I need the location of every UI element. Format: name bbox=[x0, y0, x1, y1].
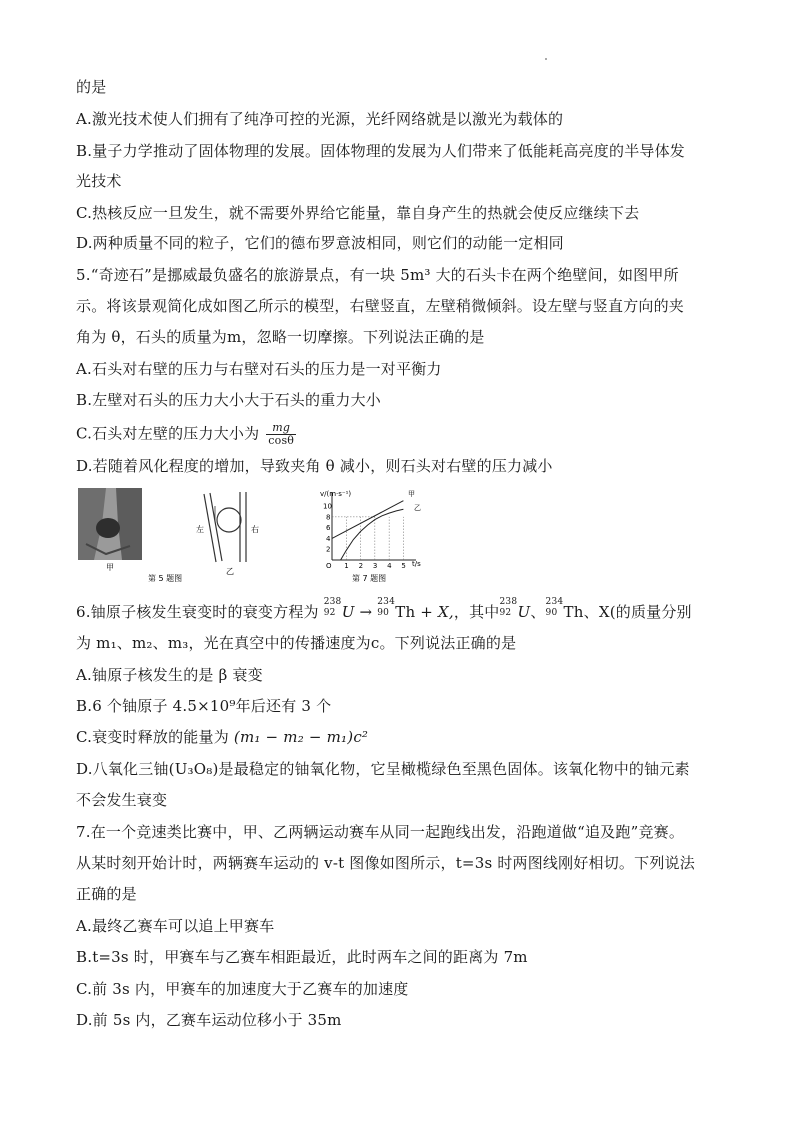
q6-stem-suffix: 、X(的质量分别 bbox=[583, 603, 692, 621]
q7-option-c: C.前 3s 内，甲赛车的加速度大于乙赛车的加速度 bbox=[76, 980, 409, 998]
q7-stem-line2: 从某时刻开始计时，两辆赛车运动的 v-t 图像如图所示，t=3s 时两图线刚好相切。下列说法 bbox=[76, 854, 695, 872]
q7-option-b: B.t=3s 时，甲赛车与乙赛车相距最近，此时两车之间的距离为 7m bbox=[76, 948, 528, 966]
q5-option-d: D.若随着风化程度的增加，导致夹角 θ 减小，则石头对右壁的压力减小 bbox=[76, 457, 553, 475]
label-right-wall: 右 bbox=[251, 525, 259, 534]
nuclide-u238: 238 92 U bbox=[323, 597, 355, 621]
chart-x-tick-label: 4 bbox=[387, 562, 392, 570]
label-jia: 甲 bbox=[106, 563, 114, 572]
q6-stem-line1 bbox=[76, 597, 692, 622]
q4-option-d: D.两种质量不同的粒子，它们的德布罗意波相同，则它们的动能一定相同 bbox=[76, 234, 564, 252]
q7-stem-line1: 7.在一个竞速类比赛中，甲、乙两辆运动赛车从同一起跑线出发，沿跑道做“追及跑”竞赛。 bbox=[76, 823, 685, 841]
q4-stem-tail: 的是 bbox=[76, 78, 107, 96]
chart-ylabel: v/(m·s⁻¹) bbox=[320, 490, 352, 498]
q5-option-c-prefix: C.石头对左壁的压力大小为 bbox=[76, 424, 260, 443]
q5-stem-line1: 5.“奇迹石”是挪威最负盛名的旅游景点，有一块 5m³ 大的石头卡在两个绝壁间，如图甲所 bbox=[76, 266, 679, 284]
photo-jia bbox=[78, 488, 142, 560]
chart-x-tick-label: 1 bbox=[344, 562, 349, 570]
q5-option-c bbox=[76, 422, 298, 447]
product-x: + X, bbox=[420, 603, 454, 621]
fraction-numerator: mg bbox=[266, 422, 296, 435]
nuclide-u238-ref: 238 92 U bbox=[499, 597, 531, 621]
figures-strip bbox=[76, 484, 456, 586]
chart-origin-label: O bbox=[326, 562, 332, 570]
arrow-icon: → bbox=[359, 603, 378, 621]
q6-sep: 、 bbox=[530, 603, 546, 621]
chart-y-tick-label: 6 bbox=[326, 524, 331, 533]
q7-option-d: D.前 5s 内，乙赛车运动位移小于 35m bbox=[76, 1011, 342, 1029]
q5-option-a: A.石头对右壁的压力与右壁对石头的压力是一对平衡力 bbox=[76, 360, 442, 378]
caption-q5: 第 5 题图 bbox=[148, 574, 183, 583]
q6-option-d-line1: D.八氧化三铀(U₃O₈)是最稳定的铀氧化物，它呈橄榄绿色至黑色固体。该氧化物中的铀元素 bbox=[76, 760, 690, 778]
q7-option-a: A.最终乙赛车可以追上甲赛车 bbox=[76, 917, 275, 935]
label-left-wall: 左 bbox=[196, 525, 204, 534]
q5-stem-line3: 角为 θ，石头的质量为m，忽略一切摩擦。下列说法正确的是 bbox=[76, 328, 485, 346]
q7-stem-line3: 正确的是 bbox=[76, 885, 137, 903]
chart-y-tick-label: 2 bbox=[326, 545, 331, 554]
chart-xlabel: t/s bbox=[412, 560, 421, 568]
q6-stem-prefix: 6.铀原子核发生衰变时的衰变方程为 bbox=[76, 603, 319, 621]
chart-y-tick-label: 4 bbox=[326, 534, 331, 543]
q6-stem-line2: 为 m₁、m₂、m₃，光在真空中的传播速度为c。下列说法正确的是 bbox=[76, 634, 517, 652]
nuclide-th234-ref: 234 90 Th bbox=[545, 597, 584, 621]
chart-y-tick-label: 10 bbox=[323, 502, 332, 511]
chart-y-tick-label: 8 bbox=[326, 513, 331, 522]
q6-option-c bbox=[76, 727, 368, 747]
nuclide-th234: 234 90 Th bbox=[377, 597, 416, 621]
chart-x-tick-label: 3 bbox=[372, 562, 378, 570]
q4-option-b-line2: 光技术 bbox=[76, 172, 122, 190]
chart-x-tick-label: 2 bbox=[358, 562, 364, 570]
q5-stem-line2: 示。将该景观简化成如图乙所示的模型，右壁竖直，左壁稍微倾斜。设左壁与竖直方向的夹 bbox=[76, 297, 685, 315]
q6-option-a: A.铀原子核发生的是 β 衰变 bbox=[76, 666, 263, 684]
q6-option-c-prefix: C.衰变时释放的能量为 bbox=[76, 728, 229, 746]
q4-option-b-line1: B.量子力学推动了固体物理的发展。固体物理的发展为人们带来了低能耗高亮度的半导体发 bbox=[76, 142, 685, 160]
q4-option-c: C.热核反应一旦发生，就不需要外界给它能量，靠自身产生的热就会使反应继续下去 bbox=[76, 204, 640, 222]
chart-x-tick-label: 5 bbox=[401, 562, 406, 570]
q5-option-c-fraction bbox=[266, 422, 296, 447]
q6-stem-middle: ，其中 bbox=[453, 603, 500, 621]
q6-option-d-line2: 不会发生衰变 bbox=[76, 791, 168, 809]
chart-series-line bbox=[332, 501, 403, 539]
chart-curve-label-jia: 甲 bbox=[408, 490, 415, 498]
label-yi: 乙 bbox=[226, 567, 234, 576]
q6-option-b: B.6 个铀原子 4.5×10⁹年后还有 3 个 bbox=[76, 697, 332, 715]
q6-option-c-expression: (m₁ − m₂ − m₁)c² bbox=[233, 728, 369, 746]
vt-chart bbox=[323, 492, 416, 570]
q5-option-b: B.左壁对石头的压力大小大于石头的重力大小 bbox=[76, 391, 381, 409]
scan-speck bbox=[545, 58, 547, 60]
chart-curve-label-yi: 乙 bbox=[414, 504, 421, 512]
diagram-yi bbox=[204, 492, 246, 562]
caption-q7: 第 7 题图 bbox=[352, 574, 387, 583]
q4-option-a: A.激光技术使人们拥有了纯净可控的光源，光纤网络就是以激光为载体的 bbox=[76, 110, 564, 128]
fraction-denominator: cosθ bbox=[268, 434, 295, 447]
